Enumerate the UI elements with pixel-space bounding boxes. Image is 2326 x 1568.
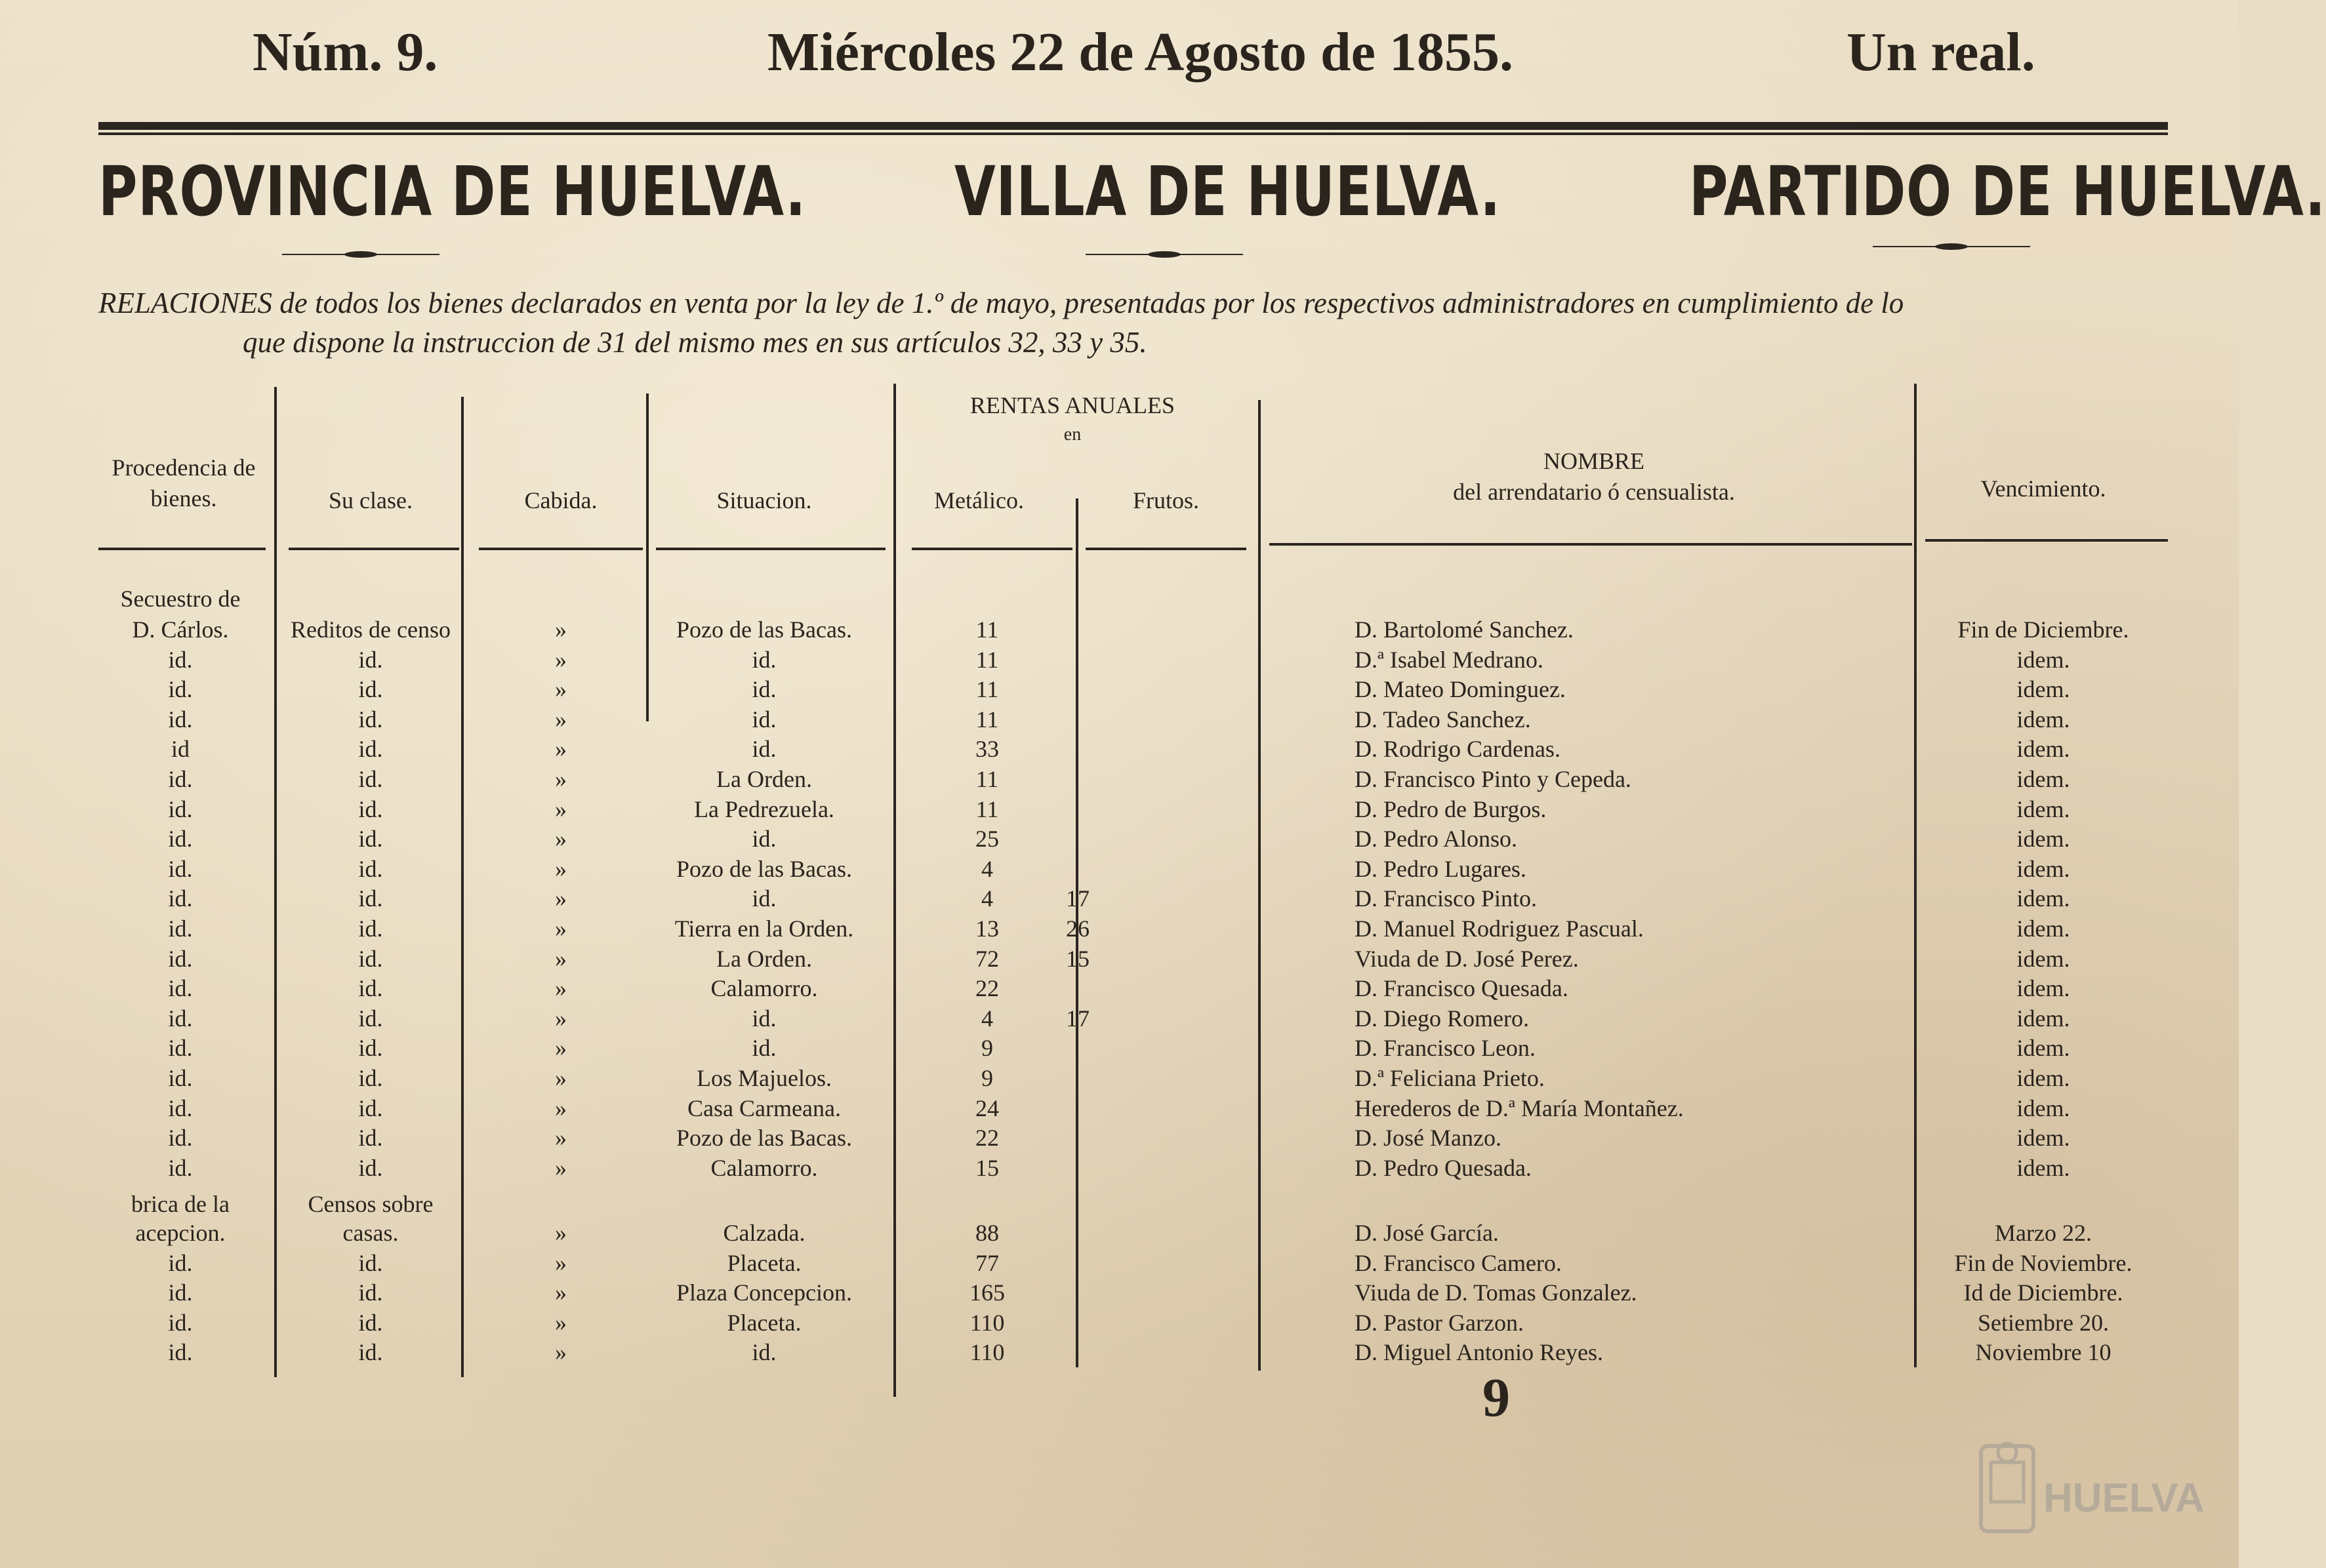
header-procedencia-line2: bienes. (150, 485, 217, 512)
column-rule (646, 393, 649, 721)
cell-clase: id. (358, 706, 383, 733)
ornament-divider (1873, 243, 2030, 251)
watermark-text: HUELVA (2043, 1476, 2205, 1521)
cell-vencimiento: idem. (2016, 826, 2070, 852)
cell-frutos: 17 (1066, 885, 1090, 912)
cell-cabida: » (555, 1065, 567, 1091)
header-nombre (1266, 446, 1922, 508)
cell-situacion: id. (752, 676, 777, 702)
cell-vencimiento: idem. (2016, 766, 2070, 792)
cell-procedencia: id. (168, 1155, 193, 1181)
cell-metalico: 4 (981, 1005, 993, 1032)
cell-metalico: 24 (975, 1095, 999, 1121)
header-rule (656, 548, 886, 550)
cell-situacion: id. (752, 1005, 777, 1032)
cell-cabida: » (555, 975, 567, 1001)
headline-partido: PARTIDO DE HUELVA. (1689, 151, 2326, 231)
cell-cabida: » (555, 647, 567, 673)
cell-metalico: 110 (969, 1339, 1005, 1365)
header-nombre-line1: NOMBRE (1543, 448, 1645, 474)
header-clase: Su clase. (329, 487, 413, 513)
cell-nombre: Herederos de D.ª María Montañez. (1355, 1095, 1684, 1121)
cell-vencimiento: idem. (2016, 915, 2070, 942)
issue-price: Un real. (1847, 22, 2035, 83)
cell-metalico: 9 (981, 1065, 993, 1091)
cell-clase: id. (358, 856, 383, 882)
cell-situacion: id. (752, 736, 777, 762)
header-nombre-line2: del arrendatario ó censualista. (1453, 478, 1735, 505)
cell-metalico: 77 (975, 1250, 999, 1276)
cell-cabida: » (555, 885, 567, 912)
issue-number: Núm. 9. (253, 22, 438, 83)
ayuntamiento-watermark-logo (1961, 1433, 2205, 1551)
cell-metalico: 11 (975, 706, 999, 733)
cell-procedencia: id. (168, 1035, 193, 1061)
header-metalico: Metálico. (934, 487, 1024, 513)
cell-vencimiento: Setiembre 20. (1978, 1310, 2109, 1336)
cell-nombre: D. Rodrigo Cardenas. (1355, 736, 1561, 762)
cell-nombre: D. Pedro Lugares. (1355, 856, 1526, 882)
cell-cabida: » (555, 796, 567, 822)
cell-situacion: id. (752, 706, 777, 733)
cell-metalico: 15 (975, 1155, 999, 1181)
header-procedencia (92, 452, 275, 514)
cell-nombre: D.ª Isabel Medrano. (1355, 647, 1543, 673)
cell-cabida: » (555, 1339, 567, 1365)
cell-cabida: » (555, 856, 567, 882)
cell-cabida: » (555, 1095, 567, 1121)
cell-vencimiento: idem. (2016, 647, 2070, 673)
cell-cabida: » (555, 1310, 567, 1336)
cell-nombre: D. Pedro Quesada. (1355, 1155, 1532, 1181)
cell-procedencia: id. (168, 1065, 193, 1091)
cell-vencimiento: idem. (2016, 856, 2070, 882)
cell-clase: id. (358, 915, 383, 942)
cell-cabida: » (555, 1220, 567, 1246)
cell-clase: id. (358, 1125, 383, 1151)
cell-clase: id. (358, 1250, 383, 1276)
cell-cabida: » (555, 706, 567, 733)
cell-vencimiento: Marzo 22. (1995, 1220, 2092, 1246)
cell-procedencia: id. (168, 647, 193, 673)
cell-procedencia: id. (168, 766, 193, 792)
cell-situacion: id. (752, 1339, 777, 1365)
cell-situacion: Pozo de las Bacas. (676, 856, 852, 882)
cell-procedencia: id. (168, 796, 193, 822)
masthead-rule-thin (98, 132, 2168, 135)
header-vencimiento: Vencimiento. (1980, 475, 2106, 502)
cell-cabida: » (555, 1250, 567, 1276)
cell-procedencia: id. (168, 706, 193, 733)
cell-nombre: D.ª Feliciana Prieto. (1355, 1065, 1545, 1091)
cell-clase: id. (358, 1065, 383, 1091)
cell-metalico: 22 (975, 1125, 999, 1151)
cell-metalico: 13 (975, 915, 999, 942)
cell-procedencia: id. (168, 856, 193, 882)
cell-procedencia: id. (168, 1005, 193, 1032)
cell-procedencia: acepcion. (135, 1220, 226, 1246)
cell-clase: id. (358, 1310, 383, 1336)
cell-cabida: » (555, 946, 567, 972)
cell-cabida: » (555, 1125, 567, 1151)
cell-vencimiento: idem. (2016, 676, 2070, 702)
page-number: 9 (1482, 1367, 1510, 1428)
cell-procedencia: id. (168, 915, 193, 942)
cell-situacion: Pozo de las Bacas. (676, 1125, 852, 1151)
cell-vencimiento: idem. (2016, 946, 2070, 972)
cell-situacion: Plaza Concepcion. (676, 1279, 852, 1306)
cell-situacion: Los Majuelos. (697, 1065, 832, 1091)
masthead-rule (98, 122, 2168, 130)
cell-nombre: D. Francisco Pinto y Cepeda. (1355, 766, 1631, 792)
cell-clase: id. (358, 647, 383, 673)
cell-clase: Reditos de censo (291, 616, 451, 643)
header-rule (289, 548, 459, 550)
cell-procedencia: id. (168, 1310, 193, 1336)
cell-vencimiento: Id de Diciembre. (1963, 1279, 2123, 1306)
group-label-fabrica: brica de la (131, 1191, 230, 1217)
header-cabida: Cabida. (524, 487, 598, 513)
cell-vencimiento: idem. (2016, 1095, 2070, 1121)
cell-frutos: 26 (1066, 915, 1090, 942)
group-label-censos: Censos sobre (308, 1191, 434, 1217)
cell-frutos: 15 (1066, 946, 1090, 972)
cell-clase: id. (358, 1005, 383, 1032)
cell-procedencia: id. (168, 975, 193, 1001)
cell-metalico: 88 (975, 1220, 999, 1246)
header-rule (912, 548, 1072, 550)
cell-situacion: id. (752, 647, 777, 673)
cell-vencimiento: idem. (2016, 885, 2070, 912)
cell-vencimiento: idem. (2016, 1035, 2070, 1061)
cell-procedencia: id. (168, 1339, 193, 1365)
cell-metalico: 11 (975, 616, 999, 643)
cell-situacion: Placeta. (727, 1250, 802, 1276)
ornament-divider (1086, 251, 1243, 258)
cell-vencimiento: idem. (2016, 1125, 2070, 1151)
header-rule (98, 548, 266, 550)
cell-cabida: » (555, 736, 567, 762)
cell-vencimiento: idem. (2016, 796, 2070, 822)
cell-vencimiento: Fin de Noviembre. (1954, 1250, 2132, 1276)
headline-villa: VILLA DE HUELVA. (954, 151, 1501, 231)
cell-situacion: id. (752, 826, 777, 852)
cell-nombre: D. Mateo Dominguez. (1355, 676, 1566, 702)
cell-situacion: Placeta. (727, 1310, 802, 1336)
cell-metalico: 11 (975, 676, 999, 702)
cell-nombre: D. Francisco Quesada. (1355, 975, 1568, 1001)
cell-metalico: 9 (981, 1035, 993, 1061)
cell-cabida: » (555, 766, 567, 792)
group-label-secuestro: Secuestro de (120, 586, 241, 612)
cell-clase: id. (358, 975, 383, 1001)
cell-cabida: » (555, 915, 567, 942)
cell-vencimiento: idem. (2016, 975, 2070, 1001)
cell-situacion: Calzada. (723, 1220, 806, 1246)
cell-situacion: La Orden. (716, 766, 812, 792)
cell-clase: id. (358, 736, 383, 762)
cell-clase: casas. (342, 1220, 399, 1246)
cell-cabida: » (555, 1005, 567, 1032)
cell-nombre: Viuda de D. José Perez. (1355, 946, 1579, 972)
cell-clase: id. (358, 676, 383, 702)
cell-vencimiento: idem. (2016, 1155, 2070, 1181)
cell-cabida: » (555, 616, 567, 643)
cell-vencimiento: idem. (2016, 1065, 2070, 1091)
cell-vencimiento: idem. (2016, 706, 2070, 733)
cell-situacion: La Pedrezuela. (694, 796, 834, 822)
cell-clase: id. (358, 1339, 383, 1365)
header-rule (1925, 539, 2168, 542)
cell-procedencia: id. (168, 826, 193, 852)
cell-procedencia: id. (168, 1125, 193, 1151)
header-rule (1269, 543, 1912, 546)
cell-nombre: D. Francisco Pinto. (1355, 885, 1537, 912)
cell-situacion: La Orden. (716, 946, 812, 972)
cell-clase: id. (358, 946, 383, 972)
column-rule (1258, 400, 1261, 1371)
intro-line-1: RELACIONES de todos los bienes declarados en venta por la ley de 1.º de mayo, presentadas por los respectivos administradores en cumplimiento de lo (98, 287, 1904, 319)
cell-procedencia: id. (168, 1279, 193, 1306)
cell-cabida: » (555, 1279, 567, 1306)
header-rentas-en: en (1063, 424, 1082, 445)
cell-clase: id. (358, 1035, 383, 1061)
cell-clase: id. (358, 826, 383, 852)
cell-nombre: D. Diego Romero. (1355, 1005, 1529, 1032)
cell-clase: id. (358, 885, 383, 912)
cell-cabida: » (555, 1035, 567, 1061)
cell-nombre: D. Pedro de Burgos. (1355, 796, 1547, 822)
issue-date: Miércoles 22 de Agosto de 1855. (767, 22, 1513, 83)
cell-nombre: D. Pedro Alonso. (1355, 826, 1518, 852)
cell-procedencia: id. (168, 946, 193, 972)
column-rule (893, 384, 896, 1397)
cell-vencimiento: Fin de Diciembre. (1957, 616, 2129, 643)
cell-frutos: 17 (1066, 1005, 1090, 1032)
cell-metalico: 72 (975, 946, 999, 972)
cell-nombre: D. José Manzo. (1355, 1125, 1501, 1151)
cell-metalico: 25 (975, 826, 999, 852)
cell-procedencia: D. Cárlos. (132, 616, 229, 643)
headline-provincia: PROVINCIA DE HUELVA. (98, 151, 806, 231)
cell-nombre: D. José García. (1355, 1220, 1499, 1246)
cell-nombre: D. Manuel Rodriguez Pascual. (1355, 915, 1644, 942)
cell-clase: id. (358, 1279, 383, 1306)
cell-nombre: D. Tadeo Sanchez. (1355, 706, 1531, 733)
cell-situacion: Pozo de las Bacas. (676, 616, 852, 643)
cell-metalico: 110 (969, 1310, 1005, 1336)
cell-clase: id. (358, 766, 383, 792)
cell-situacion: Calamorro. (710, 975, 818, 1001)
cell-vencimiento: idem. (2016, 1005, 2070, 1032)
cell-metalico: 11 (975, 766, 999, 792)
cell-nombre: Viuda de D. Tomas Gonzalez. (1355, 1279, 1637, 1306)
cell-situacion: Casa Carmeana. (687, 1095, 841, 1121)
cell-situacion: id. (752, 885, 777, 912)
cell-nombre: D. Francisco Camero. (1355, 1250, 1562, 1276)
cell-procedencia: id. (168, 1095, 193, 1121)
cell-procedencia: id. (168, 1250, 193, 1276)
cell-cabida: » (555, 1155, 567, 1181)
header-frutos: Frutos. (1132, 487, 1200, 513)
cell-metalico: 11 (975, 647, 999, 673)
cell-metalico: 11 (975, 796, 999, 822)
cell-vencimiento: Noviembre 10 (1975, 1339, 2112, 1365)
header-procedencia-line1: Procedencia de (112, 454, 256, 481)
cell-metalico: 22 (975, 975, 999, 1001)
cell-nombre: D. Pastor Garzon. (1355, 1310, 1524, 1336)
cell-cabida: » (555, 676, 567, 702)
cell-procedencia: id. (168, 676, 193, 702)
header-situacion: Situacion. (716, 487, 812, 513)
column-rule (1914, 384, 1917, 1367)
cell-clase: id. (358, 796, 383, 822)
cell-metalico: 165 (969, 1279, 1005, 1306)
cell-nombre: D. Francisco Leon. (1355, 1035, 1536, 1061)
cell-cabida: » (555, 826, 567, 852)
cell-vencimiento: idem. (2016, 736, 2070, 762)
cell-nombre: D. Miguel Antonio Reyes. (1355, 1339, 1603, 1365)
cell-procedencia: id. (168, 885, 193, 912)
cell-situacion: Tierra en la Orden. (674, 915, 854, 942)
intro-line-2: que dispone la instruccion de 31 del mismo mes en sus artículos 32, 33 y 35. (243, 326, 1147, 359)
cell-metalico: 33 (975, 736, 999, 762)
cell-metalico: 4 (981, 885, 993, 912)
cell-nombre: D. Bartolomé Sanchez. (1355, 616, 1574, 643)
cell-clase: id. (358, 1155, 383, 1181)
cell-clase: id. (358, 1095, 383, 1121)
ornament-divider (282, 251, 439, 258)
cell-procedencia: id (171, 736, 190, 762)
header-rule (1086, 548, 1246, 550)
cell-situacion: id. (752, 1035, 777, 1061)
header-rentas: RENTAS ANUALES (969, 392, 1175, 418)
header-rule (479, 548, 643, 550)
cell-metalico: 4 (981, 856, 993, 882)
cell-situacion: Calamorro. (710, 1155, 818, 1181)
